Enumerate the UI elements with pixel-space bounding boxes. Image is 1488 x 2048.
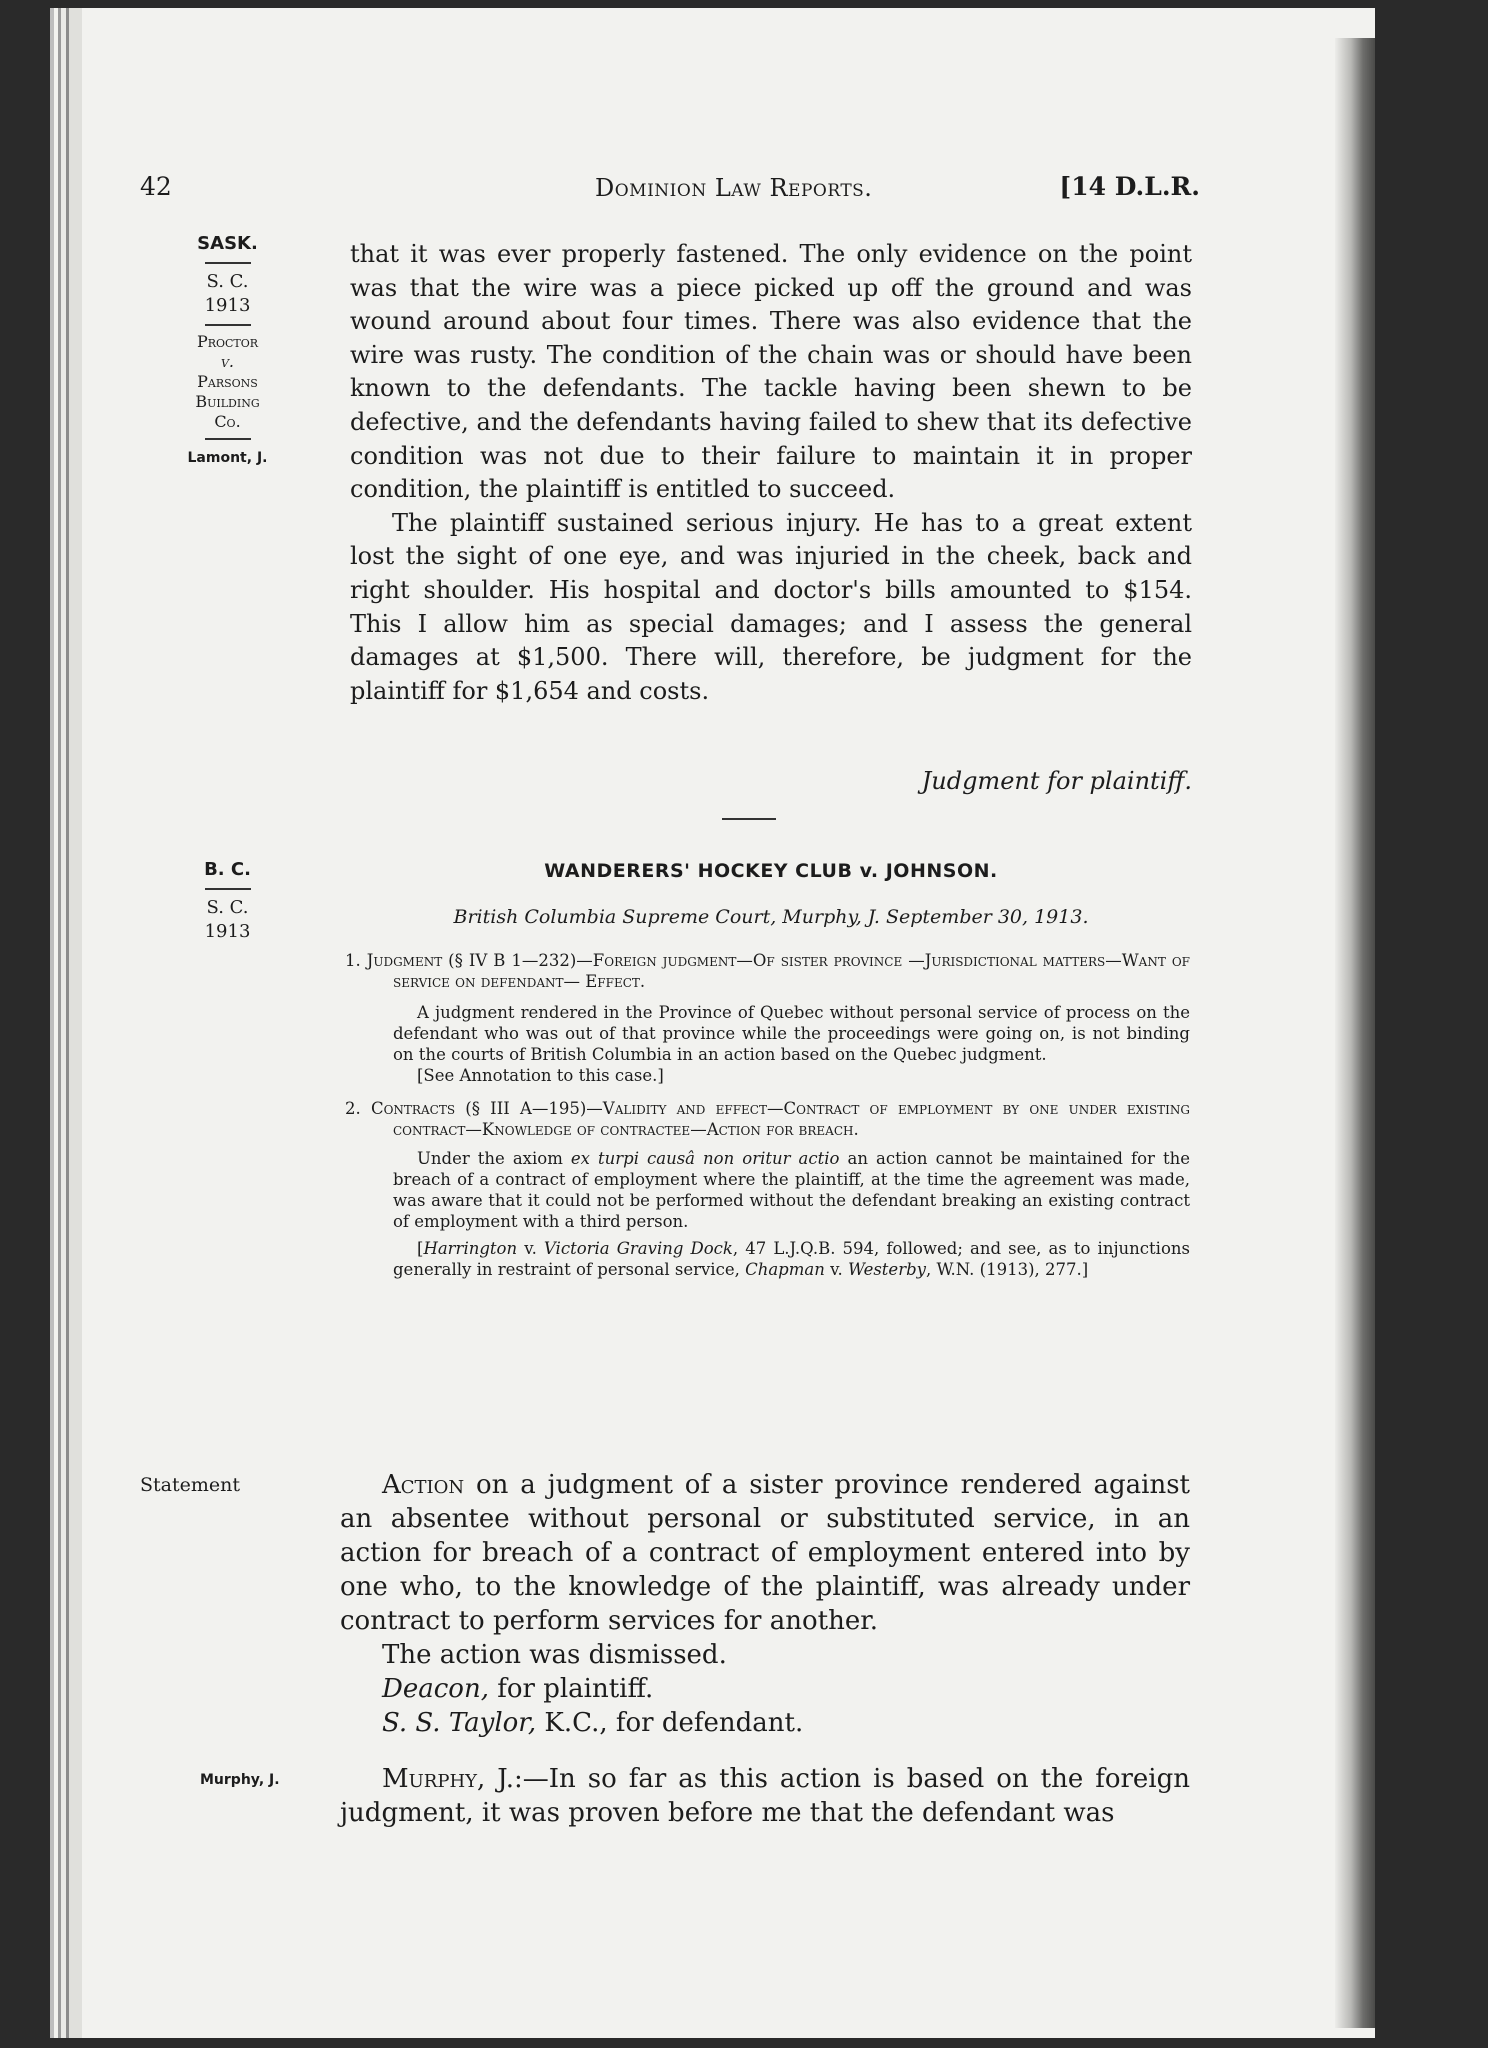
- counsel-plaintiff: [340, 1672, 1190, 1706]
- headnotes: [345, 950, 1190, 1280]
- margin-judge: Murphy, J.: [200, 1772, 280, 1788]
- page-binding: [50, 8, 82, 2038]
- statement-result: The action was dismissed.: [382, 1640, 727, 1670]
- previous-case-body: [350, 238, 1192, 708]
- volume-reference: [14 D.L.R.: [1059, 172, 1200, 201]
- cited-case-name: Westerby: [847, 1260, 926, 1279]
- running-header: [140, 168, 1200, 216]
- case-title: WANDERERS' HOCKEY CLUB v. JOHNSON.: [544, 860, 998, 882]
- judgment-paragraph: [340, 1762, 1190, 1830]
- judge-name: Murphy, J.: [382, 1764, 514, 1794]
- margin-year: 1913: [204, 921, 251, 942]
- text-run: for plaintiff.: [488, 1674, 654, 1704]
- text-run: , 47 L.J.Q.B. 594, followed; and see, as to injunctions generally in restraint of personal service,: [393, 1239, 1190, 1279]
- margin-province: B. C.: [204, 859, 251, 880]
- margin-court: S. C.: [206, 897, 249, 918]
- margin-rule: [205, 324, 251, 326]
- margin-rule: [205, 438, 251, 440]
- counsel-name: Deacon,: [382, 1674, 489, 1704]
- margin-case-name: Building: [195, 392, 260, 411]
- latin-maxim: ex turpi causâ non oritur actio: [570, 1149, 840, 1168]
- margin-case-name: v.: [220, 352, 235, 371]
- text-run: [: [417, 1239, 424, 1258]
- holding-row: [350, 767, 1192, 807]
- counsel-defendant: [340, 1706, 1190, 1740]
- margin-note-new-case: [140, 858, 315, 944]
- margin-note-previous-case: [140, 232, 315, 470]
- holding: Judgment for plaintiff.: [921, 767, 1192, 795]
- headnote-2-citations: [345, 1238, 1190, 1280]
- counsel-name: S. S. Taylor,: [382, 1708, 537, 1738]
- margin-judge: Lamont, J.: [187, 450, 268, 466]
- margin-rule: [205, 888, 251, 890]
- cited-case-name: Chapman: [745, 1260, 825, 1279]
- page-number: 42: [140, 172, 172, 201]
- text-run: v.: [517, 1239, 544, 1258]
- margin-case-name: Parsons: [197, 372, 258, 391]
- margin-court: S. C.: [206, 271, 249, 292]
- headnote-1-body: A judgment rendered in the Province of Quebec without personal service of process on the defendant who was out of that province while the proceedings were going on, is not binding on the courts of British Columbia in an action based on the Quebec judgment.: [393, 1003, 1190, 1064]
- headnote-2-body: [345, 1148, 1190, 1232]
- margin-province: SASK.: [197, 233, 258, 254]
- judgment-body: [340, 1762, 1190, 1830]
- margin-case-name: Proctor: [196, 332, 259, 351]
- small-caps-word: Action: [382, 1470, 465, 1500]
- text-run: Under the axiom: [417, 1149, 571, 1168]
- text-run: v.: [824, 1260, 848, 1279]
- text-run: on a judgment of a sister province rendered against an absentee without personal or substituted service, in an action for breach of a contract of employment entered into by one who, to the knowledge of the plaintiff, was already under contract to perform services for another.: [340, 1470, 1190, 1636]
- cited-case-name: Victoria Graving Dock: [543, 1239, 733, 1258]
- paragraph: The plaintiff sustained serious injury. He has to a great extent lost the sight of one eye, and was injuried in the cheek, back and right shoulder. His hospital and doctor's bills amounted to $154. This I allow him as special damages; and I assess the general damages at $1,500. There will, therefore, be judgment for the plaintiff for $1,654 and costs.: [350, 508, 1192, 705]
- statement-body: [340, 1468, 1190, 1740]
- annotation-reference: [See Annotation to this case.]: [417, 1066, 664, 1085]
- margin-case-name: Co.: [214, 412, 241, 431]
- headnote-2-heading: 2. Contracts (§ III A—195)—Validity and effect—Contract of employment by one under existing contract—Knowledge of contractee—Action for breach.: [345, 1099, 1190, 1139]
- court-line: British Columbia Supreme Court, Murphy, J. September 30, 1913.: [453, 906, 1089, 928]
- statement-label: Statement: [140, 1474, 240, 1496]
- running-title: Dominion Law Reports.: [595, 174, 873, 202]
- page-edge-shadow: [1335, 38, 1375, 2028]
- text-run: :—In so far as this action is based on the foreign judgment, it was proven before me that the defendant was: [340, 1764, 1191, 1828]
- case-separator-rule: [722, 818, 776, 820]
- text-run: an action cannot be maintained for the breach of a contract of employment where the plaintiff, at the time the agreement was made, was aware that it could not be performed without the defendant breaking an existing contract of employment with a third person.: [393, 1149, 1190, 1231]
- cited-case-name: Harrington: [423, 1239, 518, 1258]
- statement-paragraph: [340, 1468, 1190, 1638]
- text-run: , W.N. (1913), 277.]: [925, 1260, 1089, 1279]
- text-run: K.C., for defendant.: [536, 1708, 804, 1738]
- paragraph: that it was ever properly fastened. The only evidence on the point was that the wire was a piece picked up off the ground and was wound around about four times. There was also evidence that the wire was rusty. The condition of the chain was or should have been known to the defendants. The tackle having been shewn to be defective, and the defendants having failed to shew that its defective condition was not due to their failure to maintain it in proper condition, the plaintiff is entitled to succeed.: [350, 240, 1192, 504]
- margin-year: 1913: [204, 295, 251, 316]
- headnote-1-heading: 1. Judgment (§ IV B 1—232)—Foreign judgment—Of sister province —Jurisdictional matters—Want of service on defendant— Effect.: [345, 951, 1190, 991]
- margin-rule: [205, 262, 251, 264]
